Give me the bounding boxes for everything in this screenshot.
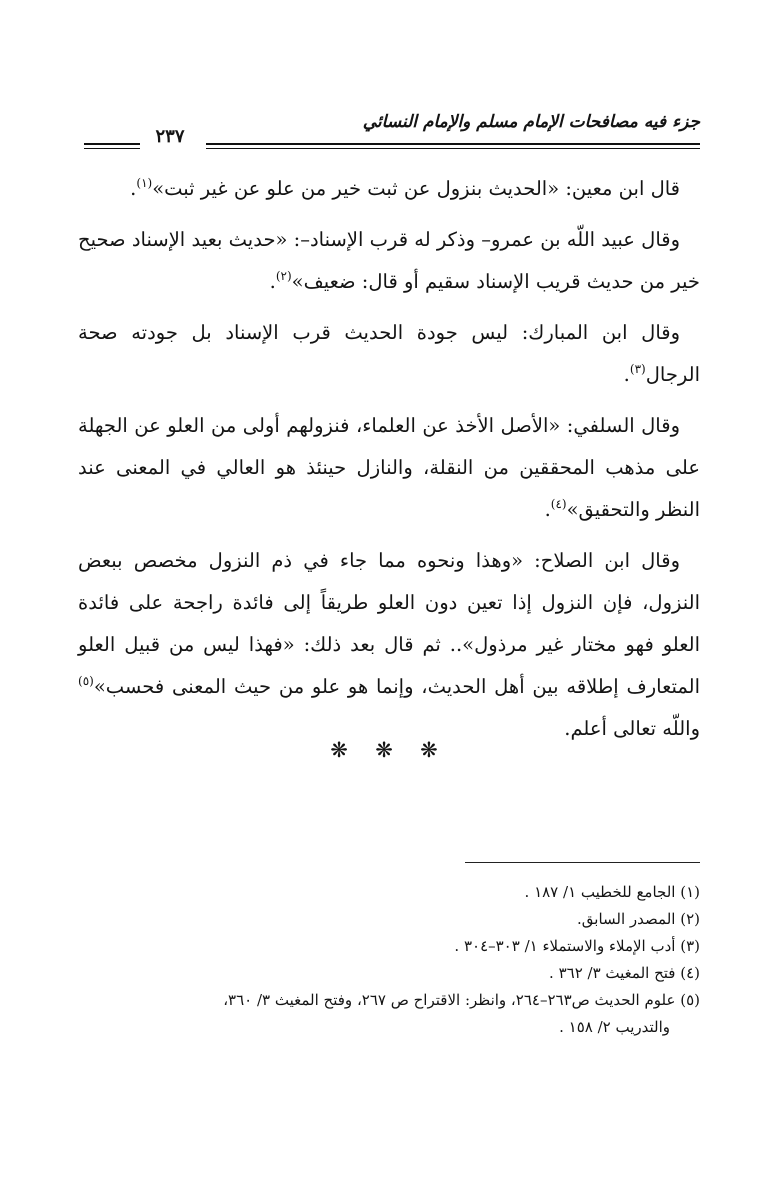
- book-page: [78, 0, 700, 1195]
- header-rule-left: [84, 143, 140, 149]
- footnote-ref: (٢): [275, 269, 292, 283]
- paragraph: وقال السلفي: «الأصل الأخذ عن العلماء، فنزولهم أولى من العلو عن الجهلة على مذهب المحققين من النقلة، والنازل حينئذ هو العالي في المعنى عند النظر والتحقيق»$^{(٤)}$.: [78, 414, 700, 521]
- footnote-continuation: والتدريب ٢/ ١٥٨ .: [559, 1018, 670, 1036]
- footnote-ref: (١): [136, 176, 153, 190]
- paragraph: وقال عبيد اللّه بن عمرو– وذكر له قرب الإسناد–: «حديث بعيد الإسناد صحيح خير من حديث قريب الإسناد سقيم أو قال: ضعيف»$^{(٢)}$.: [78, 228, 700, 293]
- main-text: [78, 168, 700, 759]
- header-rule-right: [206, 143, 700, 149]
- running-header-title: جزء فيه مصافحات الإمام مسلم والإمام النسائي: [362, 112, 700, 132]
- running-header: [78, 108, 700, 154]
- footnote-rule: [465, 862, 700, 863]
- footnote: (٤) فتح المغيث ٣/ ٣٦٢ .: [549, 964, 700, 982]
- footnote: (٢) المصدر السابق.: [577, 910, 700, 928]
- footnote: (٥) علوم الحديث ص٢٦٣–٢٦٤، وانظر: الاقتراح ص ٢٦٧، وفتح المغيث ٣/ ٣٦٠،: [223, 991, 700, 1009]
- footnote-ref: (٥): [78, 674, 94, 688]
- footnote: (١) الجامع للخطيب ١/ ١٨٧ .: [524, 883, 700, 901]
- footnote: (٣) أدب الإملاء والاستملاء ١/ ٣٠٣–٣٠٤ .: [454, 937, 700, 955]
- page-number: ٢٣٧: [144, 126, 196, 147]
- paragraph: وقال ابن الصلاح: «وهذا ونحوه مما جاء في ذم النزول مخصص ببعض النزول، فإن النزول إذا تعين دون العلو طريقاً إلى فائدة راجحة على فائدة العلو فهو مختار غير مرذول».. ثم قال بعد ذلك: «فهذا ليس من قبيل العلو المتعارف إطلاقه بين أهل الحديث، وإنما هو علو من حيث المعنى فحسب»$^{(٥)}$ واللّه تعالى أعلم.: [78, 549, 700, 740]
- footnote-ref: (٤): [550, 497, 567, 511]
- paragraph: وقال ابن المبارك: ليس جودة الحديث قرب الإسناد بل جودته صحة الرجال$^{(٣)}$.: [78, 321, 700, 386]
- paragraph: قال ابن معين: «الحديث بنزول عن ثبت خير من علو عن غير ثبت»$^{(١)}$.: [130, 176, 680, 200]
- footnotes: [78, 879, 700, 1041]
- section-separator: ❋ ❋ ❋: [330, 738, 448, 762]
- footnote-ref: (٣): [629, 362, 646, 376]
